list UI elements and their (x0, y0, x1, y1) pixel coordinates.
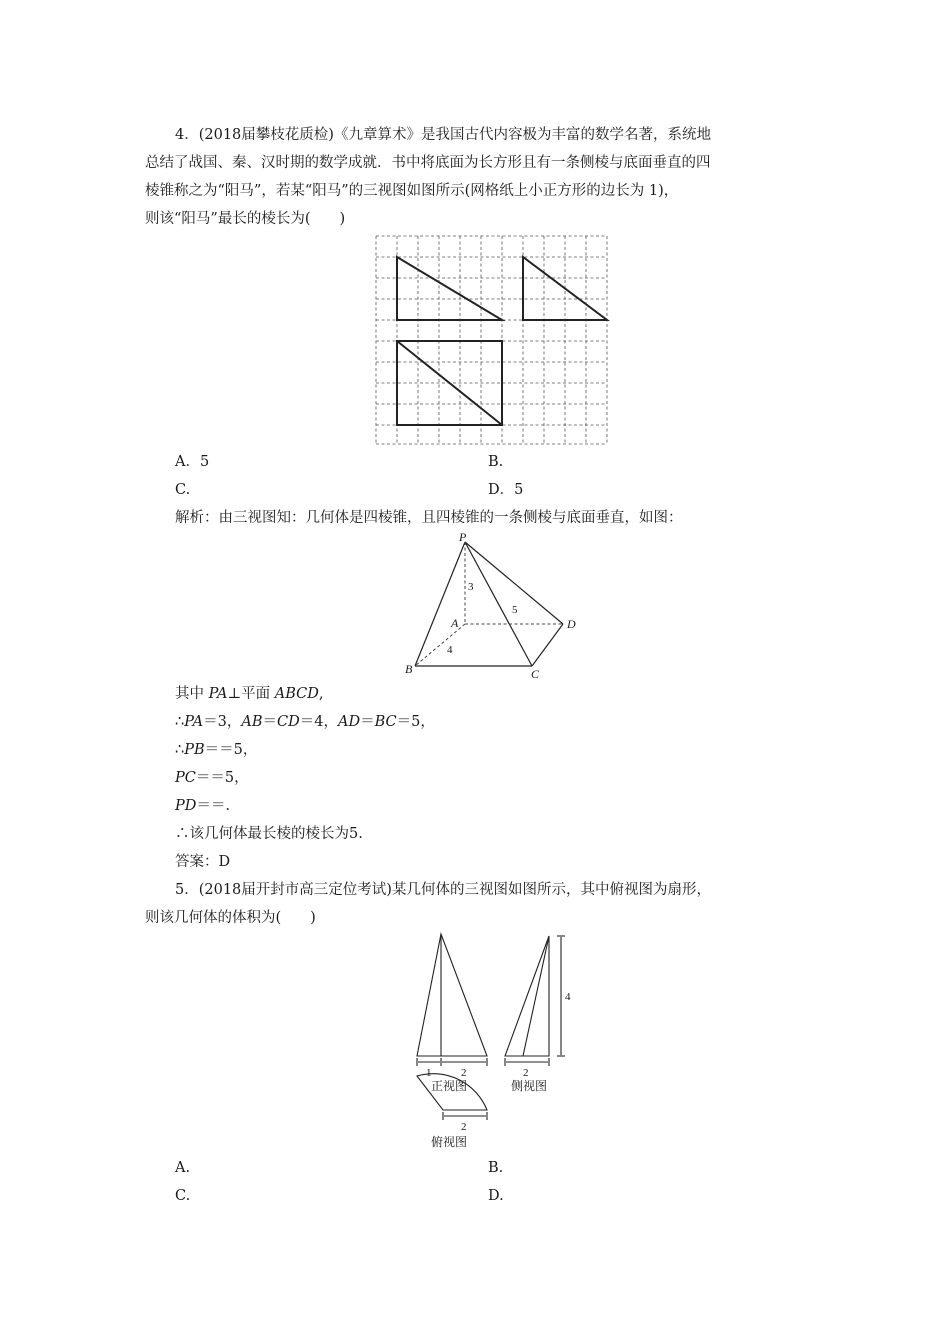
solution-answer: 答案：D (175, 854, 231, 870)
q5-stem-line-2: 则该几何体的体积为( ) (145, 910, 316, 926)
label-a: A (451, 616, 459, 630)
solution-line-5: PD＝＝. (175, 798, 230, 814)
q4-stem-line-1: 4．(2018届攀枝花质检)《九章算术》是我国古代内容极为丰富的数学名著，系统地 (175, 127, 711, 143)
q4-three-view-figure (376, 236, 608, 446)
label-d: D (567, 617, 576, 631)
q4-stem-line-4: 则该“阳马”最长的棱长为( ) (145, 211, 346, 227)
q5-option-d: D. (488, 1188, 504, 1204)
q5-stem-line-1: 5．(2018届开封市高三定位考试)某几何体的三视图如图所示，其中俯视图为扇形， (175, 882, 711, 898)
q5-option-a: A. (175, 1160, 191, 1176)
top-dim: 2 (461, 1121, 467, 1133)
solution-line-3: ∴PB＝＝5， (175, 742, 258, 758)
front-dim-2: 2 (461, 1067, 467, 1079)
label-edge-pa: 3 (468, 581, 474, 593)
q4-option-b: B. (488, 454, 504, 470)
label-c: C (531, 667, 540, 681)
label-p: P (459, 530, 467, 544)
label-b: B (405, 662, 413, 676)
solution-line-2: ∴PA＝3，AB＝CD＝4，AD＝BC＝5， (175, 714, 435, 730)
side-view-label: 侧视图 (511, 1079, 548, 1093)
front-view (397, 257, 502, 320)
solution-intro: 解析：由三视图知：几何体是四棱锥，且四棱锥的一条侧棱与底面垂直，如图： (175, 510, 683, 526)
q4-stem-line-3: 棱锥称之为“阳马”，若某“阳马”的三视图如图所示(网格纸上小正方形的边长为 1)， (145, 183, 679, 199)
top-view-label: 俯视图 (431, 1135, 468, 1149)
q4-option-d: D．5 (488, 482, 524, 498)
label-edge-ad: 5 (512, 604, 518, 616)
front-dim-1: 1 (426, 1067, 432, 1079)
q5-three-view-figure (405, 930, 585, 1155)
side-dim-h: 4 (565, 991, 571, 1003)
solution-line-1: 其中 PA⊥平面 ABCD, (175, 686, 324, 702)
q4-option-c: C. (175, 482, 191, 498)
q5-option-c: C. (175, 1188, 191, 1204)
front-view (417, 934, 487, 1056)
q4-stem-line-2: 总结了战国、秦、汉时期的数学成就．书中将底面为长方形且有一条侧棱与底面垂直的四 (145, 155, 711, 171)
solution-line-6: ∴该几何体最长棱的棱长为5. (175, 826, 363, 842)
q5-option-b: B. (488, 1160, 504, 1176)
pyramid-figure (395, 532, 595, 682)
side-dim-w: 2 (523, 1067, 529, 1079)
front-view-label: 正视图 (431, 1079, 468, 1093)
solution-line-4: PC＝＝5， (175, 770, 249, 786)
q4-option-a: A．5 (175, 454, 210, 470)
label-edge-ab: 4 (447, 644, 453, 656)
